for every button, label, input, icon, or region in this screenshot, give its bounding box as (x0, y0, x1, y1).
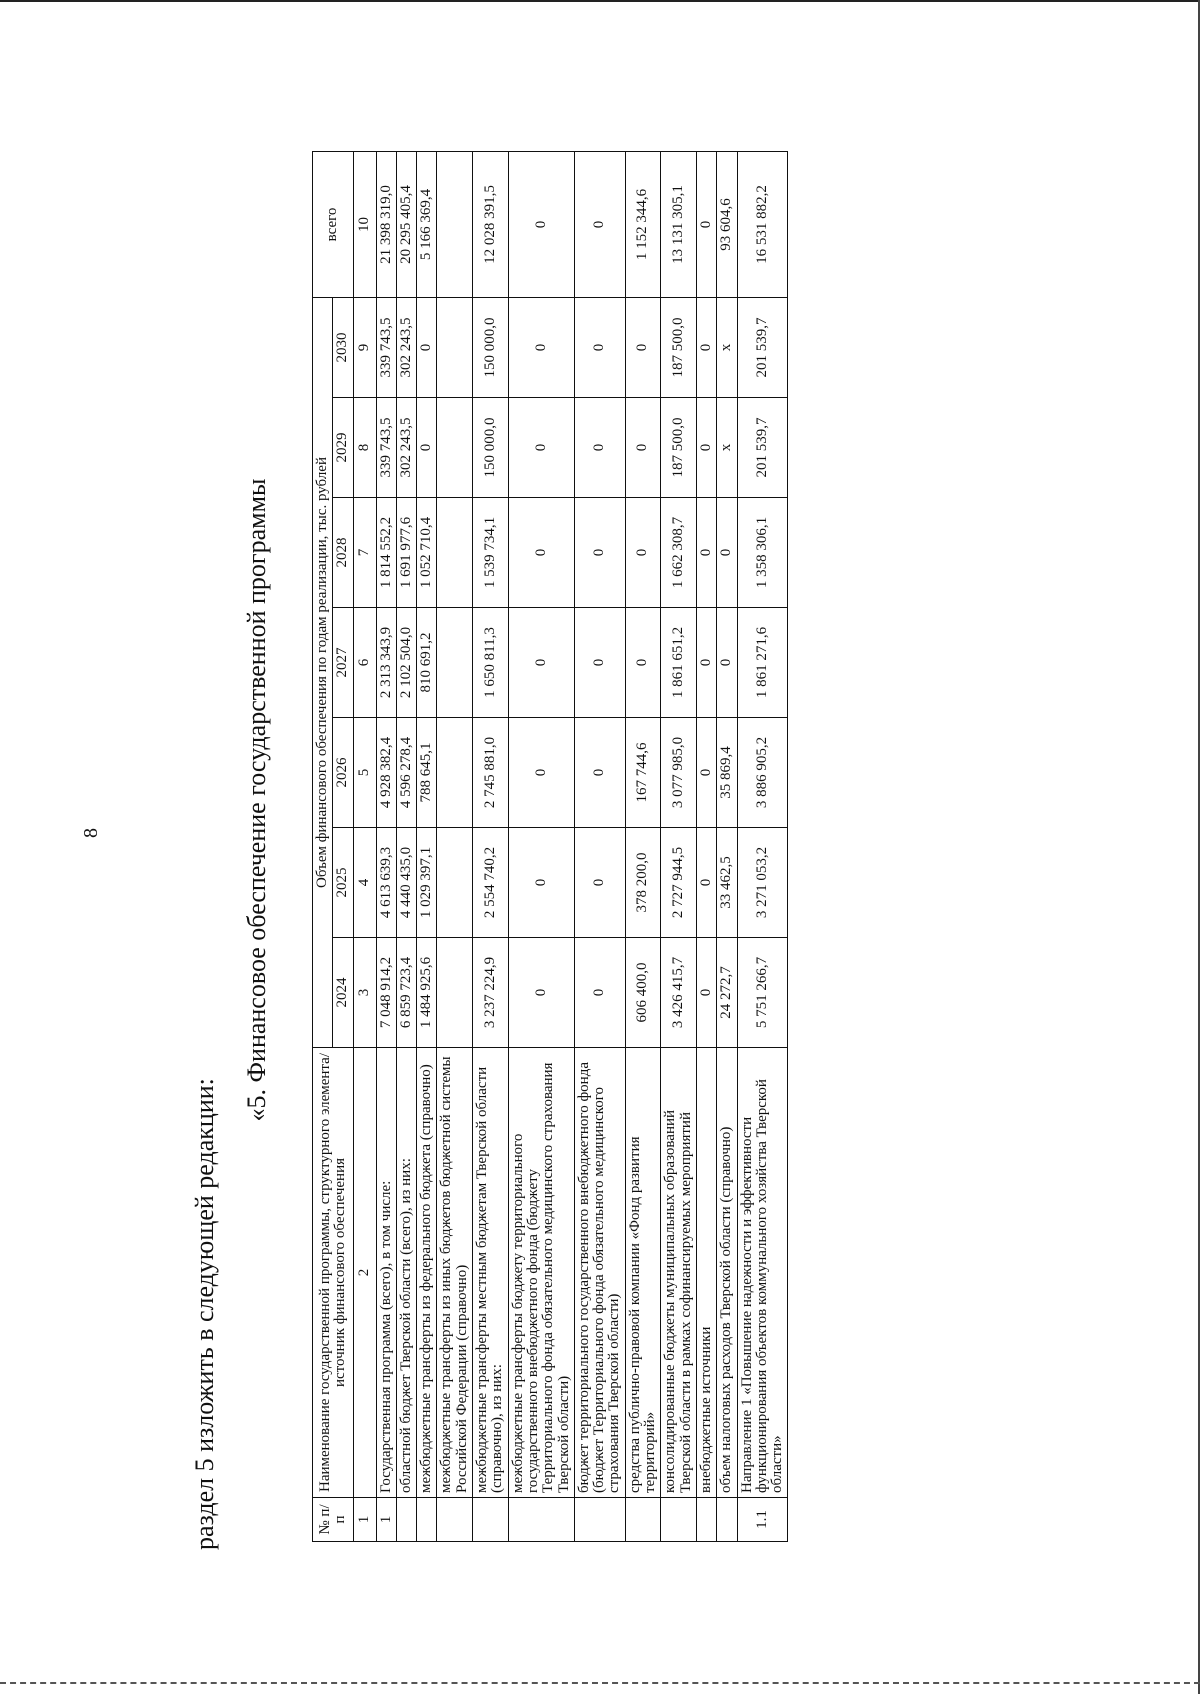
row-value: 0 (508, 718, 574, 828)
row-value: 0 (574, 398, 625, 498)
row-value: 0 (625, 398, 661, 498)
row-value: 0 (508, 828, 574, 938)
row-value (437, 938, 473, 1048)
row-value (437, 152, 473, 298)
row-value: 4 928 382,4 (376, 718, 396, 828)
row-value: 1 814 552,2 (376, 498, 396, 608)
row-value: 339 743,5 (376, 398, 396, 498)
col-name-header: Наименование государственной программы, структурного элемента/источник финансового обеспечения (313, 1048, 354, 1498)
column-number-row (353, 152, 376, 1542)
row-value (437, 498, 473, 608)
row-value: 1 152 344,6 (625, 152, 661, 298)
row-name: консолидированные бюджеты муниципальных образований Тверской области в рамках софинансируемых мероприятий (661, 1048, 697, 1498)
row-value: 0 (508, 938, 574, 1048)
row-value (437, 608, 473, 718)
row-value: 0 (696, 828, 716, 938)
row-value: 20 295 405,4 (396, 152, 416, 298)
table-row (625, 152, 661, 1542)
row-value: 201 539,7 (737, 298, 788, 398)
row-value: 302 243,5 (396, 298, 416, 398)
row-value: 201 539,7 (737, 398, 788, 498)
row-name: межбюджетные трансферты бюджету территориального государственного внебюджетного фонда (бюджету Территориального фонда обязательного медицинского страхования Тверской области) (508, 1048, 574, 1498)
row-value: x (717, 298, 737, 398)
row-value: 0 (574, 828, 625, 938)
row-value: 5 751 266,7 (737, 938, 788, 1048)
row-value: 12 028 391,5 (473, 152, 509, 298)
row-name: межбюджетные трансферты из иных бюджетов бюджетной системы Российской Федерации (справочно) (437, 1048, 473, 1498)
total-header: всего (313, 152, 354, 298)
column-number: 7 (353, 498, 376, 608)
column-number: 5 (353, 718, 376, 828)
row-value: 150 000,0 (473, 398, 509, 498)
row-value: 2 554 740,2 (473, 828, 509, 938)
row-value: 6 859 723,4 (396, 938, 416, 1048)
column-number: 1 (353, 1498, 376, 1542)
row-value: 0 (696, 498, 716, 608)
table-row (376, 152, 396, 1542)
table-row (473, 152, 509, 1542)
row-value: 3 886 905,2 (737, 718, 788, 828)
scan-edge-top (0, 0, 1200, 2)
row-value: 1 861 651,2 (661, 608, 697, 718)
year-header: 2025 (333, 828, 353, 938)
column-number: 6 (353, 608, 376, 718)
table-row (696, 152, 716, 1542)
row-value: 0 (625, 608, 661, 718)
row-number (625, 1498, 661, 1542)
row-number: 1.1 (737, 1498, 788, 1542)
row-value: 810 691,2 (417, 608, 437, 718)
row-value (437, 398, 473, 498)
row-name: внебюджетные источники (696, 1048, 716, 1498)
row-name: межбюджетные трансферты из федерального бюджета (справочно) (417, 1048, 437, 1498)
row-value (437, 828, 473, 938)
row-value (437, 718, 473, 828)
row-value: 0 (717, 498, 737, 608)
row-value: 0 (508, 298, 574, 398)
page-number: 8 (80, 828, 102, 838)
row-name: межбюджетные трансферты местным бюджетам Тверской области (справочно), из них: (473, 1048, 509, 1498)
table-row (417, 152, 437, 1542)
table-row (737, 152, 788, 1542)
row-name: областной бюджет Тверской области (всего), из них: (396, 1048, 416, 1498)
row-value: 0 (696, 718, 716, 828)
financing-table (312, 151, 788, 1542)
row-name: Направление 1 «Повышение надежности и эффективности функционирования объектов коммунального хозяйства Тверской области» (737, 1048, 788, 1498)
row-value: 3 077 985,0 (661, 718, 697, 828)
row-value: 3 237 224,9 (473, 938, 509, 1048)
row-value: 4 613 639,3 (376, 828, 396, 938)
row-number (717, 1498, 737, 1542)
row-value: 2 745 881,0 (473, 718, 509, 828)
table-body (353, 152, 788, 1542)
table-row (508, 152, 574, 1542)
row-value: 4 440 435,0 (396, 828, 416, 938)
row-value: 1 539 734,1 (473, 498, 509, 608)
table-row (574, 152, 625, 1542)
row-value: 0 (696, 398, 716, 498)
row-number (508, 1498, 574, 1542)
row-value: 378 200,0 (625, 828, 661, 938)
row-value: 0 (508, 398, 574, 498)
row-value: 16 531 882,2 (737, 152, 788, 298)
row-value: 606 400,0 (625, 938, 661, 1048)
row-value: 1 861 271,6 (737, 608, 788, 718)
row-value: 0 (574, 718, 625, 828)
row-value: 788 645,1 (417, 718, 437, 828)
row-value: 3 426 415,7 (661, 938, 697, 1048)
year-header: 2028 (333, 498, 353, 608)
row-value: 33 462,5 (717, 828, 737, 938)
group-header: Объем финансового обеспечения по годам реализации, тыс. рублей (313, 298, 333, 1048)
year-header: 2029 (333, 398, 353, 498)
row-value: x (717, 398, 737, 498)
row-value: 0 (574, 152, 625, 298)
row-value: 1 650 811,3 (473, 608, 509, 718)
row-value: 7 048 914,2 (376, 938, 396, 1048)
year-header: 2024 (333, 938, 353, 1048)
row-value: 2 313 343,9 (376, 608, 396, 718)
row-value: 0 (417, 298, 437, 398)
row-value: 13 131 305,1 (661, 152, 697, 298)
row-value: 1 029 397,1 (417, 828, 437, 938)
row-value: 0 (696, 608, 716, 718)
row-value: 187 500,0 (661, 298, 697, 398)
column-number: 9 (353, 298, 376, 398)
row-value: 1 662 308,7 (661, 498, 697, 608)
year-header: 2026 (333, 718, 353, 828)
row-value: 2 102 504,0 (396, 608, 416, 718)
row-value: 35 869,4 (717, 718, 737, 828)
row-value: 2 727 944,5 (661, 828, 697, 938)
row-value: 0 (508, 498, 574, 608)
row-value: 21 398 319,0 (376, 152, 396, 298)
row-number (437, 1498, 473, 1542)
row-value (437, 298, 473, 398)
row-value: 0 (574, 608, 625, 718)
row-name: средства публично-правовой компании «Фонд развития территорий» (625, 1048, 661, 1498)
row-value: 1 052 710,4 (417, 498, 437, 608)
row-value: 1 358 306,1 (737, 498, 788, 608)
column-number: 10 (353, 152, 376, 298)
table-row (437, 152, 473, 1542)
intro-text: раздел 5 изложить в следующей редакции: (190, 1078, 219, 1550)
row-number (696, 1498, 716, 1542)
row-value: 0 (696, 938, 716, 1048)
row-value: 4 596 278,4 (396, 718, 416, 828)
year-header: 2030 (333, 298, 353, 398)
column-number: 8 (353, 398, 376, 498)
row-value: 0 (417, 398, 437, 498)
table-row (717, 152, 737, 1542)
row-value: 187 500,0 (661, 398, 697, 498)
row-value: 0 (717, 608, 737, 718)
row-value: 0 (508, 152, 574, 298)
row-value: 0 (696, 152, 716, 298)
row-number (574, 1498, 625, 1542)
row-value: 339 743,5 (376, 298, 396, 398)
column-number: 3 (353, 938, 376, 1048)
row-value: 0 (574, 298, 625, 398)
col-number-header: № п/п (313, 1498, 354, 1542)
section-title: «5. Финансовое обеспечение государственной программы (242, 478, 271, 1122)
row-value: 24 272,7 (717, 938, 737, 1048)
rotated-page-content (190, 50, 1200, 1550)
row-value: 1 691 977,6 (396, 498, 416, 608)
row-name: бюджет территориального государственного внебюджетного фонда (бюджет Территориального фонда обязательного медицинского страхования Тверской области) (574, 1048, 625, 1498)
row-name: объем налоговых расходов Тверской области (справочно) (717, 1048, 737, 1498)
row-value: 5 166 369,4 (417, 152, 437, 298)
row-value: 0 (508, 608, 574, 718)
row-value: 150 000,0 (473, 298, 509, 398)
row-value: 3 271 053,2 (737, 828, 788, 938)
column-number: 2 (353, 1048, 376, 1498)
row-number: 1 (376, 1498, 396, 1542)
row-value: 167 744,6 (625, 718, 661, 828)
row-value: 0 (696, 298, 716, 398)
row-value: 0 (574, 498, 625, 608)
scan-edge-bottom (0, 1682, 1200, 1684)
year-header: 2027 (333, 608, 353, 718)
row-value: 302 243,5 (396, 398, 416, 498)
row-number (473, 1498, 509, 1542)
table-row (661, 152, 697, 1542)
table-row (396, 152, 416, 1542)
row-value: 0 (574, 938, 625, 1048)
row-value: 93 604,6 (717, 152, 737, 298)
row-value: 1 484 925,6 (417, 938, 437, 1048)
row-number (417, 1498, 437, 1542)
column-number: 4 (353, 828, 376, 938)
row-value: 0 (625, 498, 661, 608)
row-value: 0 (625, 298, 661, 398)
row-name: Государственная программа (всего), в том числе: (376, 1048, 396, 1498)
row-number (661, 1498, 697, 1542)
row-number (396, 1498, 416, 1542)
